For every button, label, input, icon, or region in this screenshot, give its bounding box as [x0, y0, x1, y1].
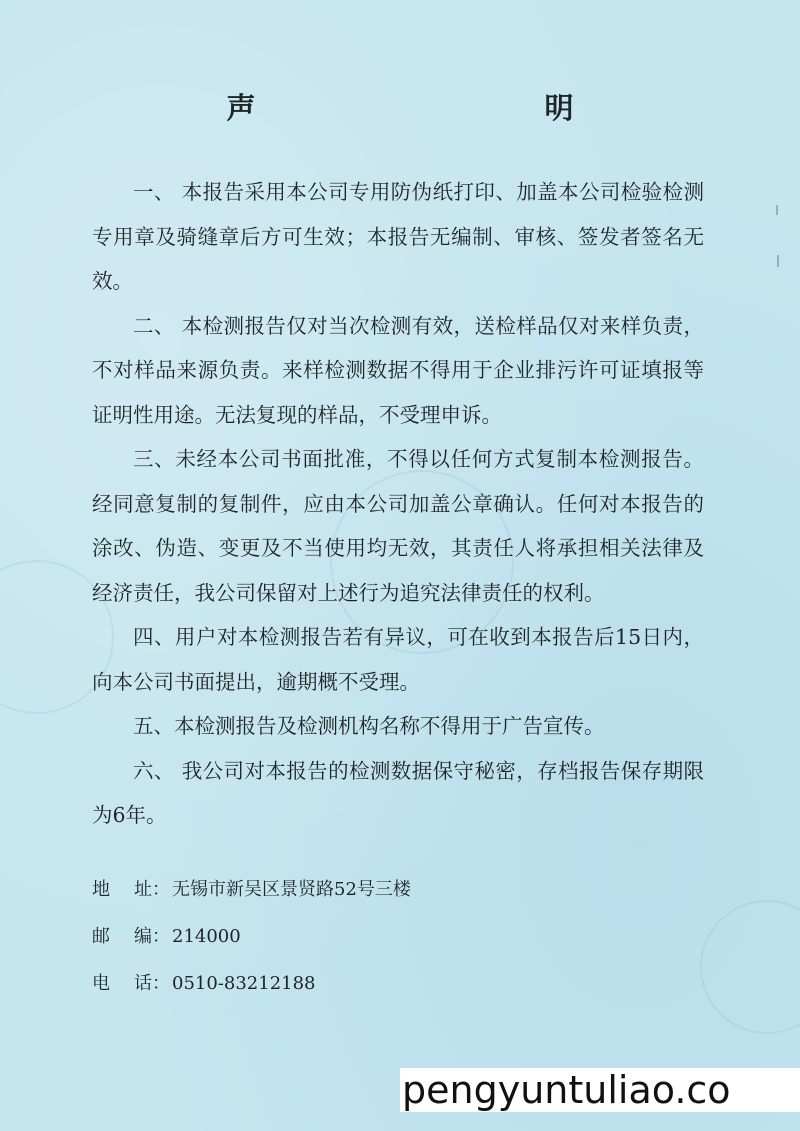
address-value: 无锡市新吴区景贤路52号三楼 [172, 879, 411, 900]
declaration-item-4: 四、用户对本检测报告若有异议，可在收到本报告后15日内，向本公司书面提出，逾期概不受理。 [92, 625, 704, 694]
postcode-label: 邮 编： [92, 926, 170, 947]
binding-edge-mark-2 [777, 255, 779, 267]
binding-edge-mark-1 [776, 205, 778, 215]
address-row [92, 866, 411, 913]
declaration-item-6: 六、 我公司对本报告的检测数据保守秘密，存档报告保存期限为6年。 [92, 758, 704, 827]
document-title: 声 明 [226, 91, 704, 125]
phone-value: 0510-83212188 [172, 973, 316, 994]
declaration-item-3: 三、未经本公司书面批准，不得以任何方式复制本检测报告。经同意复制的复制件，应由本公司加盖公章确认。任何对本报告的涂改、伪造、变更及不当使用均无效，其责任人将承担相关法律及经济责任，我公司保留对上述行为追究法律责任的权利。 [92, 447, 704, 605]
contact-block [92, 866, 411, 1007]
postcode-row [92, 913, 411, 960]
declaration-item-1: 一、 本报告采用本公司专用防伪纸打印、加盖本公司检验检测专用章及骑缝章后方可生效；本报告无编制、审核、签发者签名无效。 [92, 180, 704, 293]
phone-label: 电 话： [92, 973, 170, 994]
phone-row [92, 960, 411, 1007]
declaration-item-5: 五、本检测报告及检测机构名称不得用于广告宣传。 [133, 714, 605, 738]
watermark-seal-right [700, 900, 800, 1034]
declaration-body [92, 170, 704, 838]
address-label: 地 址： [92, 879, 170, 900]
site-watermark-banner: pengyuntuliao.co [400, 1068, 800, 1112]
declaration-item-2: 二、 本检测报告仅对当次检测有效，送检样品仅对来样负责，不对样品来源负责。来样检测数据不得用于企业排污许可证填报等证明性用途。无法复现的样品，不受理申诉。 [92, 313, 704, 427]
postcode-value: 214000 [172, 926, 241, 947]
